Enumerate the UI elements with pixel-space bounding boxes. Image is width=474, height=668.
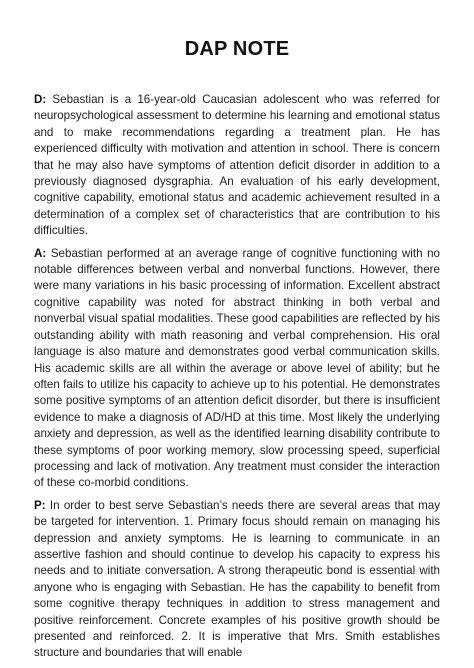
plan-section-label: P:	[34, 498, 50, 512]
data-section-label: D:	[34, 93, 53, 106]
assessment-section	[34, 246, 440, 492]
assessment-section-text: Sebastian performed at an average range of cognitive functioning with no notable differences between verbal and nonverbal functions. However, there were many variations in his basic processing of information. Excellent abstract cognitive capability was noted for abstract thinking in both verbal and nonverbal visual spatial modalities. These good capabilities are reflected by his outstanding ability with math reasoning and verbal comprehension. His oral language is also mature and demonstrates good verbal communication skills. His academic skills are all within the average or above level of ability; but he often fails to utilize his capacity to achieve up to his potential. He demonstrates some positive symptoms of an attention deficit disorder, but there is insufficient evidence to make a diagnosis of AD/HD at this time. Most likely the underlying anxiety and depression, as well as the identified learning disability contribute to these symptoms of poor working memory, slow processing speed, superficial processing and lack of motivation. Any treatment must consider the interaction of these co-morbid conditions.	[34, 246, 440, 490]
plan-section	[34, 498, 440, 662]
data-section-text: Sebastian is a 16-year-old Caucasian adolescent who was referred for neuropsychological assessment to determine his learning and emotional status and to make recommendations regarding a treatment plan. He has experienced difficulty with motivation and attention in school. There is concern that he may also have symptoms of attention deficit disorder in addition to a previously diagnosed dysgraphia. An evaluation of his early development, cognitive capability, emotional status and academic achievement resulted in a determination of a complex set of characteristics that are contribution to his difficulties.	[34, 93, 440, 238]
data-section	[34, 92, 440, 240]
document-body	[34, 92, 440, 668]
plan-section-text: In order to best serve Sebastian’s needs there are several areas that may be targeted for intervention. 1. Primary focus should remain on managing his depression and anxiety symptoms. He is learning to communicate in an assertive fashion and should continue to develop his capacity to express his needs and to initiate conversation. A strong therapeutic bond is essential with anyone who is engaging with Sebastian. He has the capability to benefit from some cognitive therapy techniques in addition to stress management and positive reinforcement. Concrete examples of his positive growth should be presented and reinforced. 2. It is imperative that Mrs. Smith establishes structure and boundaries that will enable	[34, 498, 440, 660]
document-title: DAP NOTE	[184, 38, 290, 60]
assessment-section-label: A:	[34, 246, 51, 260]
